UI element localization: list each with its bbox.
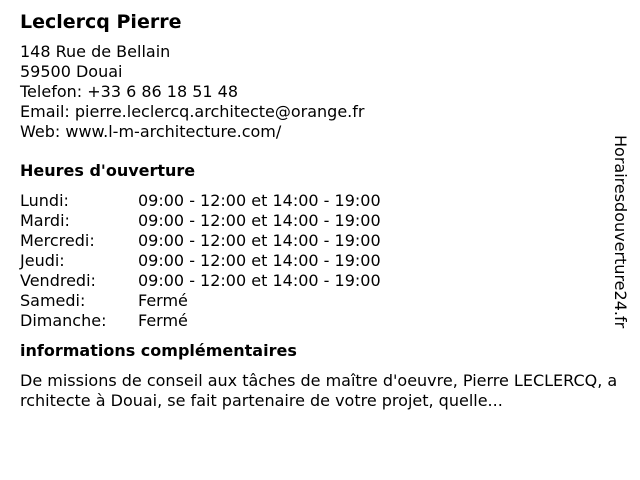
day-hours: 09:00 - 12:00 et 14:00 - 19:00 xyxy=(138,191,381,210)
phone-number: Telefon: +33 6 86 18 51 48 xyxy=(20,82,239,101)
info-description: De missions de conseil aux tâches de maître d'oeuvre, Pierre LECLERCQ, architecte à Douai, se fait partenaire de votre projet, quelle... xyxy=(20,371,618,410)
day-label: Mardi: xyxy=(20,211,70,230)
address-street: 148 Rue de Bellain xyxy=(20,42,171,61)
day-label: Lundi: xyxy=(20,191,69,210)
hours-title: Heures d'ouverture xyxy=(20,161,196,180)
day-hours: 09:00 - 12:00 et 14:00 - 19:00 xyxy=(138,271,381,290)
day-hours: 09:00 - 12:00 et 14:00 - 19:00 xyxy=(138,231,381,250)
day-hours: 09:00 - 12:00 et 14:00 - 19:00 xyxy=(138,211,381,230)
address-city: 59500 Douai xyxy=(20,62,123,81)
business-card xyxy=(20,10,618,411)
hours-row-friday xyxy=(20,271,610,291)
hours-row-monday xyxy=(20,191,610,211)
hours-row-saturday xyxy=(20,291,610,311)
day-label: Mercredi: xyxy=(20,231,95,250)
business-name: Leclercq Pierre xyxy=(20,11,182,33)
hours-table xyxy=(20,191,610,331)
email-address: Email: pierre.leclercq.architecte@orange.fr xyxy=(20,102,365,121)
day-hours: 09:00 - 12:00 et 14:00 - 19:00 xyxy=(138,251,381,270)
hours-row-thursday xyxy=(20,251,610,271)
hours-row-tuesday xyxy=(20,211,610,231)
brand-watermark xyxy=(600,135,640,375)
brand-watermark-text: Horairesdouverture24.fr xyxy=(611,135,630,329)
day-label: Jeudi: xyxy=(20,251,65,270)
day-label: Dimanche: xyxy=(20,311,107,330)
day-label: Vendredi: xyxy=(20,271,96,290)
hours-row-wednesday xyxy=(20,231,610,251)
website-link[interactable]: Web: www.l-m-architecture.com/ xyxy=(20,122,282,141)
day-hours: Fermé xyxy=(138,291,188,310)
day-hours: Fermé xyxy=(138,311,188,330)
day-label: Samedi: xyxy=(20,291,86,310)
hours-row-sunday xyxy=(20,311,610,331)
info-title: informations complémentaires xyxy=(20,341,297,360)
